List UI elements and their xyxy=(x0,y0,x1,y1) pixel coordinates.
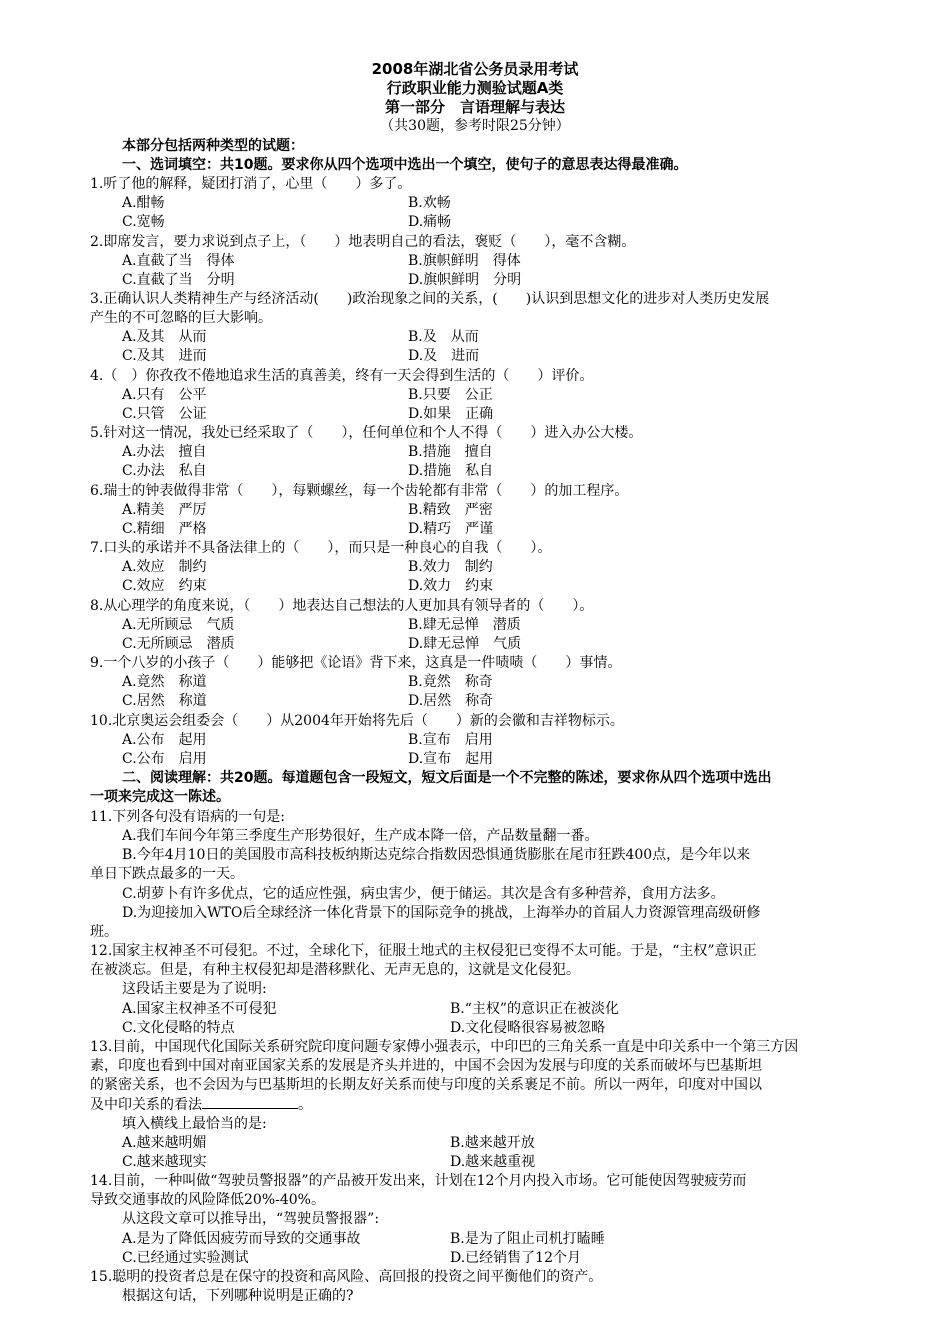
option-d: D.文化侵略很容易被忽略 xyxy=(450,1020,606,1036)
option-c: C.公布 启用 xyxy=(122,751,207,767)
option-d: D.为迎接加入WTO后全球经济一体化背景下的国际竞争的挑战，上海举办的首届人力资源管理高级研修 xyxy=(122,905,761,921)
option-a: A.直截了当 得体 xyxy=(122,253,235,269)
option-a: A.办法 擅自 xyxy=(122,444,207,460)
option-d: D.肆无忌惮 气质 xyxy=(408,636,522,652)
passage-period: 。 xyxy=(298,1097,312,1113)
option-b-continued: 单日下跌点最多的一天。 xyxy=(90,866,244,882)
passage-line: 14.目前，一种叫做“驾驶员警报器”的产品被开发出来，计划在12个月内投入市场。它可能使因驾驶疲劳而 xyxy=(90,1173,747,1189)
option-c: C.及其 进而 xyxy=(122,348,207,364)
option-b: B.今年4月10日的美国股市高科技板纳斯达克综合指数因恐惧通货膨胀在尾市狂跌400点，是今年以来 xyxy=(122,847,751,863)
option-a: A.精美 严厉 xyxy=(122,502,207,518)
fill-in-blank xyxy=(202,1095,298,1109)
question-stem: 6.瑞士的钟表做得非常（ ），每颗螺丝，每一个齿轮都有非常（ ）的加工程序。 xyxy=(90,483,629,499)
section-2-heading: 二、阅读理解：共20题。每道题包含一段短文，短文后面是一个不完整的陈述，要求你从四个选项中选出 xyxy=(122,770,772,786)
option-b: B.措施 擅自 xyxy=(408,444,493,460)
exam-subtitle: 行政职业能力测验试题A类 xyxy=(386,79,564,97)
option-d: D.及 进而 xyxy=(408,348,480,364)
option-c: C.已经通过实验测试 xyxy=(122,1250,249,1266)
option-a: A.越来越明媚 xyxy=(122,1135,207,1151)
option-d: D.宣布 起用 xyxy=(408,751,494,767)
option-c: C.精细 严格 xyxy=(122,521,207,537)
option-a: A.及其 从而 xyxy=(122,329,207,345)
option-a: A.只有 公平 xyxy=(122,387,207,403)
option-d: D.效力 约束 xyxy=(408,578,494,594)
question-stem-continued: 产生的不可忽略的巨大影响。 xyxy=(90,310,272,326)
option-b: B.旗帜鲜明 得体 xyxy=(408,253,521,269)
exam-title: 2008年湖北省公务员录用考试 xyxy=(371,60,579,78)
passage-text: 及中印关系的看法 xyxy=(90,1097,202,1113)
option-d: D.越来越重视 xyxy=(450,1154,536,1170)
question-prompt: 根据这句话，下列哪种说明是正确的? xyxy=(122,1288,354,1304)
option-b: B.“主权”的意识正在被淡化 xyxy=(450,1001,620,1017)
option-c: C.直截了当 分明 xyxy=(122,272,235,288)
question-stem: 11.下列各句没有语病的一句是: xyxy=(90,809,285,825)
option-d: D.旗帜鲜明 分明 xyxy=(408,272,522,288)
option-a: A.效应 制约 xyxy=(122,559,207,575)
option-d: D.如果 正确 xyxy=(408,406,494,422)
option-a: A.国家主权神圣不可侵犯 xyxy=(122,1001,277,1017)
passage-line: 12.国家主权神圣不可侵犯。不过，全球化下，征服土地式的主权侵犯已变得不太可能。于是，“主权”意识正 xyxy=(90,943,757,959)
option-c: C.无所顾忌 潜质 xyxy=(122,636,235,652)
option-d: D.居然 称奇 xyxy=(408,693,494,709)
option-a: A.无所顾忌 气质 xyxy=(122,617,235,633)
question-stem: 7.口头的承诺并不具备法律上的（ ），而只是一种良心的自我（ ）。 xyxy=(90,540,552,556)
option-b: B.越来越开放 xyxy=(450,1135,535,1151)
passage-line: 13.目前，中国现代化国际关系研究院印度问题专家傅小强表示，中印巴的三角关系一直是中印关系中一个第三方因 xyxy=(90,1039,799,1055)
option-d: D.措施 私自 xyxy=(408,463,494,479)
option-c: C.只管 公证 xyxy=(122,406,207,422)
question-stem: 5.针对这一情况，我处已经采取了（ ），任何单位和个人不得（ ）进入办公大楼。 xyxy=(90,425,643,441)
option-b: B.宣布 启用 xyxy=(408,732,493,748)
option-b: B.精致 严密 xyxy=(408,502,493,518)
question-stem: 1.听了他的解释，疑团打消了，心里（ ）多了。 xyxy=(90,176,412,192)
option-b: B.效力 制约 xyxy=(408,559,493,575)
option-c: C.办法 私自 xyxy=(122,463,207,479)
question-stem: 4.（ ）你孜孜不倦地追求生活的真善美，终有一天会得到生活的（ ）评价。 xyxy=(90,368,594,384)
question-prompt: 从这段文章可以推导出，“驾驶员警报器”: xyxy=(122,1211,380,1227)
option-b: B.及 从而 xyxy=(408,329,479,345)
passage-line: 在被淡忘。但是，有种主权侵犯却是潜移默化、无声无息的，这就是文化侵犯。 xyxy=(90,962,580,978)
passage-line: 素，印度也看到中国对南亚国家关系的发展是齐头并进的，中国不会因为发展与印度的关系而破坏与巴基斯坦 xyxy=(90,1058,762,1074)
option-b: B.是为了阻止司机打瞌睡 xyxy=(450,1231,605,1247)
option-d: D.痛畅 xyxy=(408,214,452,230)
passage-line: 的紧密关系，也不会因为与巴基斯坦的长期友好关系而使与印度的关系裹足不前。所以一两年，印度对中国以 xyxy=(90,1077,762,1093)
section-2-heading-continued: 一项来完成这一陈述。 xyxy=(90,789,230,805)
question-stem: 8.从心理学的角度来说，（ ）地表达自己想法的人更加具有领导者的（ ）。 xyxy=(90,598,594,614)
part-title: 第一部分 言语理解与表达 xyxy=(384,98,565,116)
option-a: A.竟然 称道 xyxy=(122,674,207,690)
intro-text: 本部分包括两种类型的试题： xyxy=(122,138,304,154)
option-a: A.酣畅 xyxy=(122,195,165,211)
option-d-continued: 班。 xyxy=(90,924,118,940)
option-d: D.精巧 严谨 xyxy=(408,521,494,537)
passage-line-with-blank xyxy=(90,1095,312,1115)
option-c: C.胡萝卜有许多优点，它的适应性强，病虫害少，便于储运。其次是含有多种营养，食用方法多。 xyxy=(122,886,725,902)
option-b: B.只要 公正 xyxy=(408,387,493,403)
section-1-heading: 一、选词填空：共10题。要求你从四个选项中选出一个填空，使句子的意思表达得最准确。 xyxy=(122,157,688,173)
question-stem: 10.北京奥运会组委会（ ）从2004年开始将先后（ ）新的会徽和吉祥物标示。 xyxy=(90,713,624,729)
question-prompt: 这段话主要是为了说明: xyxy=(122,981,267,997)
part-time-note: （共30题，参考时限25分钟） xyxy=(380,118,570,134)
question-stem: 9.一个八岁的小孩子（ ）能够把《论语》背下来，这真是一件啧啧（ ）事情。 xyxy=(90,655,622,671)
option-b: B.竟然 称奇 xyxy=(408,674,493,690)
option-a: A.公布 起用 xyxy=(122,732,207,748)
option-c: C.居然 称道 xyxy=(122,693,207,709)
option-a: A.是为了降低因疲劳而导致的交通事故 xyxy=(122,1231,361,1247)
option-c: C.文化侵略的特点 xyxy=(122,1020,235,1036)
option-c: C.宽畅 xyxy=(122,214,165,230)
option-c: C.越来越现实 xyxy=(122,1154,207,1170)
option-d: D.已经销售了12个月 xyxy=(450,1250,581,1266)
question-prompt: 填入横线上最恰当的是: xyxy=(122,1116,267,1132)
passage-line: 导致交通事故的风险降低20%-40%。 xyxy=(90,1192,325,1208)
option-b: B.欢畅 xyxy=(408,195,451,211)
question-stem: 3.正确认识人类精神生产与经济活动( )政治现象之间的关系，( )认识到思想文化的进步对人类历史发展 xyxy=(90,291,770,307)
option-a: A.我们车间今年第三季度生产形势很好，生产成本降一倍，产品数量翻一番。 xyxy=(122,828,599,844)
option-b: B.肆无忌惮 潜质 xyxy=(408,617,521,633)
passage-line: 15.聪明的投资者总是在保守的投资和高风险、高回报的投资之间平衡他们的资产。 xyxy=(90,1269,603,1285)
question-stem: 2.即席发言，要力求说到点子上，（ ）地表明自己的看法，褒贬（ ），毫不含糊。 xyxy=(90,234,636,250)
option-c: C.效应 约束 xyxy=(122,578,207,594)
